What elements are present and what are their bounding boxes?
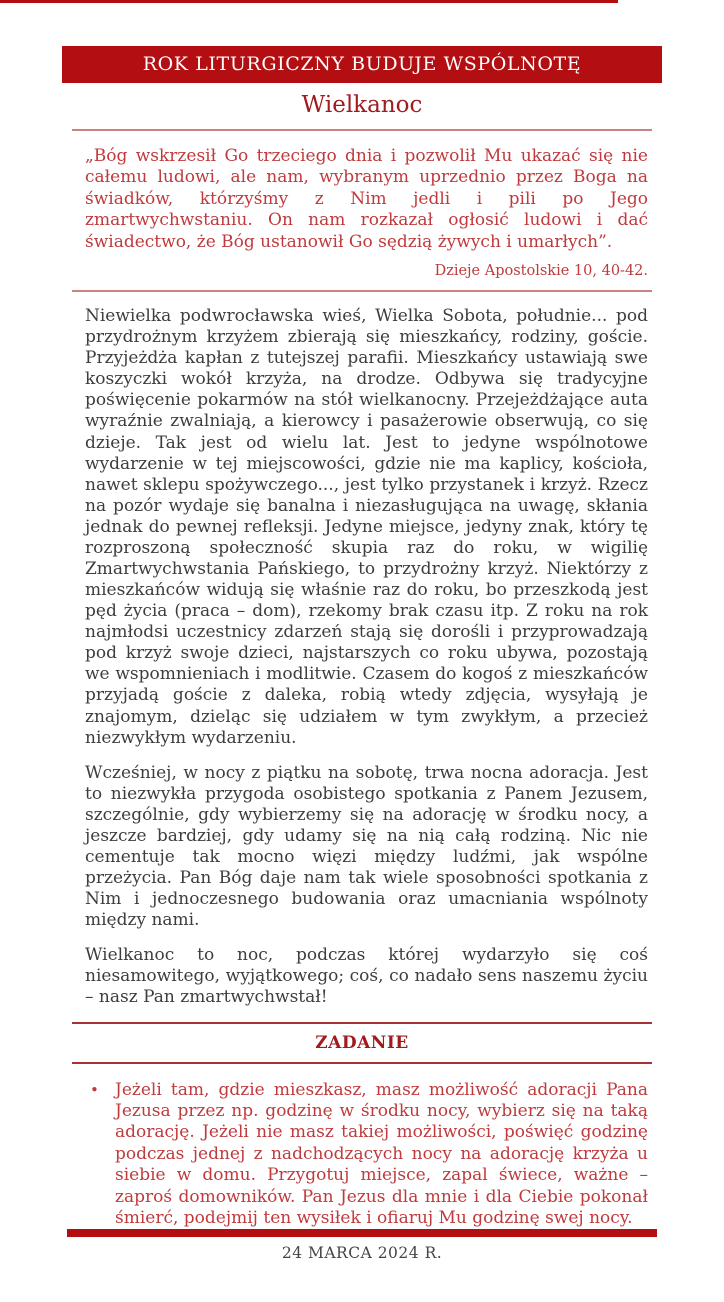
footer-date: 24 MARCA 2024 R.	[281, 1244, 443, 1263]
scripture-quote: „Bóg wskrzesił Go trzeciego dnia i pozwolił Mu ukazać się nie całemu ludowi, ale nam, wybranym uprzednio przez Boga na świadków, którzyśmy z Nim jedli i pili po Jego zmartwychwstaniu. On nam rozkazał ogłosić ludowi i dać świadectwo, że Bóg ustanowił Go sędzią żywych i umarłych”.	[85, 146, 648, 252]
divider-below-task	[72, 1062, 652, 1064]
scripture-attribution: Dzieje Apostolskie 10, 40-42.	[434, 263, 648, 280]
body-paragraph: Wcześniej, w nocy z piątku na sobotę, trwa nocna adoracja. Jest to niezwykła przygoda osobistego spotkania z Panem Jezusem, szczególnie, gdy wybierzemy się na adorację w środku nocy, a jeszcze bardziej, gdy udamy się na nią całą rodziną. Nic nie cementuje tak mocno więzi między ludźmi, jak wspólne przeżycia. Pan Bóg daje nam tak wiele sposobności spotkania z Nim i jednoczesnego budowania oraz umacniania wspólnoty między nami.	[85, 762, 648, 931]
task-heading: ZADANIE	[315, 1032, 409, 1053]
page-title: Wielkanoc	[301, 92, 423, 118]
header-banner: ROK LITURGICZNY BUDUJE WSPÓLNOTĘ	[62, 46, 662, 83]
top-accent-line	[0, 0, 618, 3]
body-paragraph: Niewielka podwrocławska wieś, Wielka Sobota, południe... pod przydrożnym krzyżem zbierają się mieszkańcy, rodziny, goście. Przyjeżdża kapłan z tutejszej parafii. Mieszkańcy ustawiają swe koszyczki wokół krzyża, na drodze. Odbywa się tradycyjne poświęcenie pokarmów na stół wielkanocny. Przejeżdżające auta wyraźnie zwalniają, a kierowcy i pasażerowie obserwują, co się dzieje. Tak jest od wielu lat. Jest to jedyne wspólnotowe wydarzenie w tej miejscowości, gdzie nie ma kaplicy, kościoła, nawet sklepu spożywczego..., jest tylko przystanek i krzyż. Rzecz na pozór wydaje się banalna i niezasługująca na uwagę, skłania jednak do pewnej refleksji. Jedyne miejsce, jedyny znak, który tę rozproszoną społeczność skupia raz do roku, w wigilię Zmartwychwstania Pańskiego, to przydrożny krzyż. Niektórzy z mieszkańców widują się właśnie raz do roku, bo przeszkodą jest pęd życia (praca – dom), rzekomy brak czasu itp. Z roku na rok najmłodsi uczestnicy zdarzeń stają się dorośli i przyprowadzają pod krzyż swoje dzieci, najstarszych co roku ubywa, pozostają we wspomnieniach i modlitwie. Czasem do kogoś z mieszkańców przyjadą goście z daleka, robią wtedy zdjęcia, wysyłają je znajomym, dzieląc się udziałem w tym zwykłym, a przecież niezwykłym wydarzeniu.	[85, 306, 648, 748]
bullet-icon: •	[90, 1080, 99, 1099]
task-list-item	[85, 1080, 648, 1230]
task-item-text: Jeżeli tam, gdzie mieszkasz, masz możliwość adoracji Pana Jezusa przez np. godzinę w środku nocy, wybierz się na taką adorację. Jeżeli nie masz takiej możliwości, poświęć godzinę podczas jednej z nadchodzących nocy na adorację krzyża u siebie w domu. Przygotuj miejsce, zapal świece, ważne – zaproś domowników. Pan Jezus dla mnie i dla Ciebie pokonał śmierć, podejmij ten wysiłek i ofiaruj Mu godzinę swej nocy.	[115, 1079, 648, 1228]
divider-under-quote	[72, 290, 652, 292]
divider-above-task	[72, 1022, 652, 1024]
footer-accent-bar	[67, 1229, 657, 1237]
page-footer	[62, 1229, 662, 1302]
body-paragraph: Wielkanoc to noc, podczas której wydarzyło się coś niesamowitego, wyjątkowego; coś, co nadało sens naszemu życiu – nasz Pan zmartwychwstał!	[85, 945, 648, 1008]
divider-under-title	[72, 129, 652, 131]
